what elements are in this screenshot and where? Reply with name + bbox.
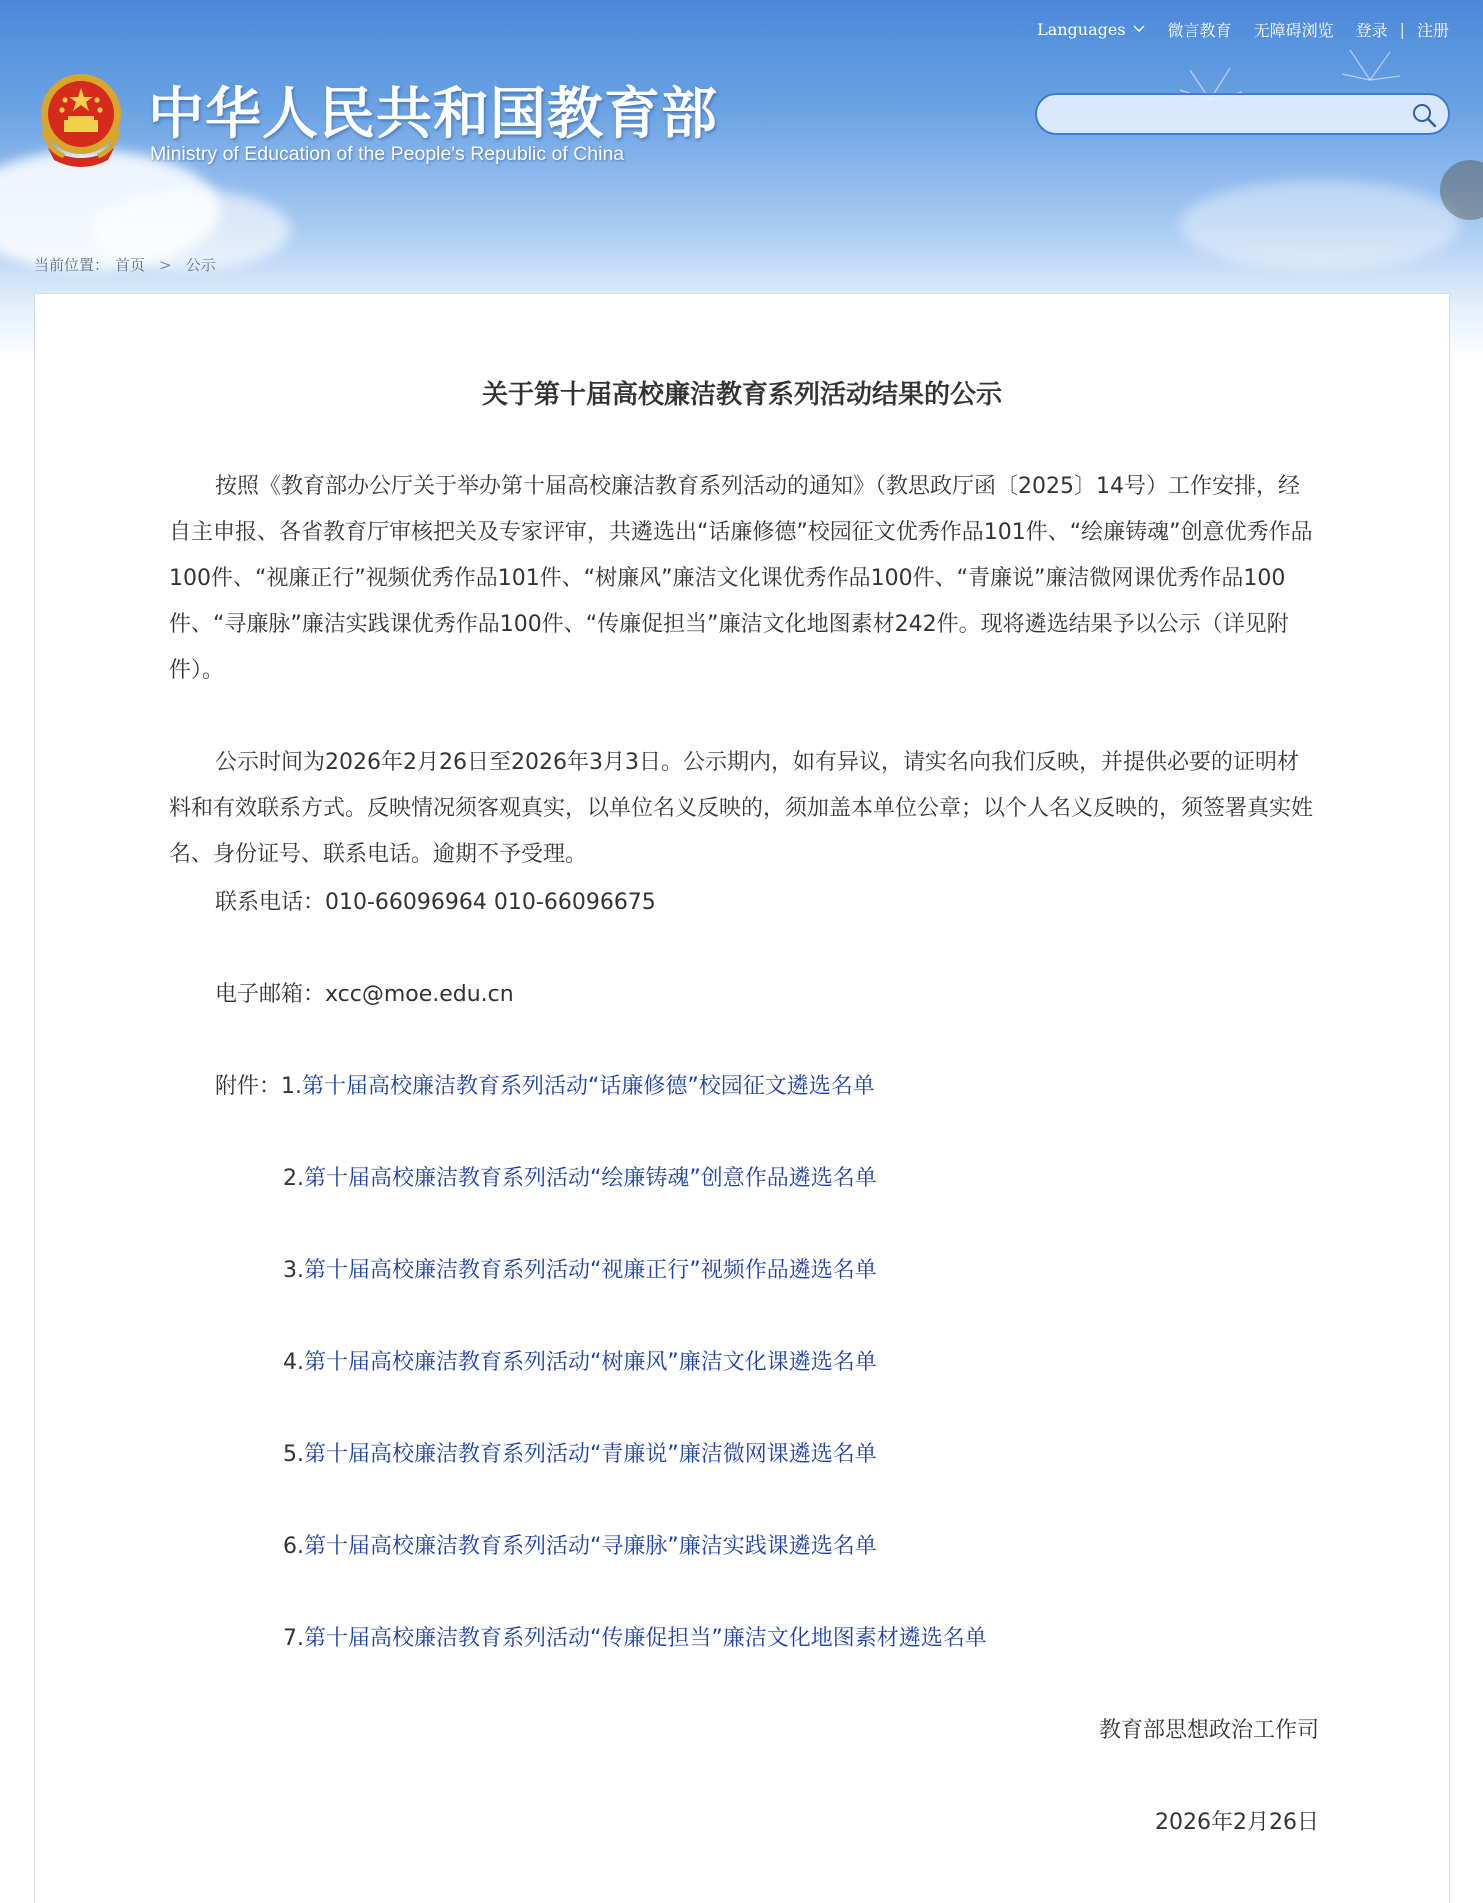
accessible-browse-link[interactable]: 无障碍浏览 [1253,20,1334,40]
breadcrumb-prefix: 当前位置： [34,256,110,274]
attachment-link[interactable]: 第十届高校廉洁教育系列活动“绘廉铸魂”创意作品遴选名单 [304,1166,877,1191]
languages-dropdown[interactable] [1037,20,1145,39]
login-link[interactable]: 登录 [1355,20,1388,40]
attachment-item [169,1248,877,1294]
attachment-link[interactable]: 第十届高校廉洁教育系列活动“青廉说”廉洁微网课遴选名单 [304,1442,877,1467]
ministry-logo-en: Ministry of Education of the People's Republic of China [150,143,625,165]
ministry-logo-cn[interactable]: 中华人民共和国教育部 [148,82,718,147]
attachment-number: 2. [283,1166,304,1191]
article-paragraph: 按照《教育部办公厅关于举办第十届高校廉洁教育系列活动的通知》（教思政厅函〔2025〕14号）工作安排，经自主申报、各省教育厅审核把关及专家评审，共遴选出“话廉修德”校园征文优秀作品101件、“绘廉铸魂”创意优秀作品100件、“视廉正行”视频优秀作品101件、“树廉风”廉洁文化课优秀作品100件、“青廉说”廉洁微网课优秀作品100件、“寻廉脉”廉洁实践课优秀作品100件、“传廉促担当”廉洁文化地图素材242件。现将遴选结果予以公示（详见附件）。 [169,474,1313,683]
attachment-item [169,1432,877,1478]
attachment-item [169,1340,877,1386]
attachment-item [169,1616,987,1662]
signature: 教育部思想政治工作司 [1098,1718,1319,1743]
attachment-number: 7. [283,1626,304,1651]
breadcrumb [34,254,216,275]
attachment-number: 1. [281,1074,303,1099]
attachment-item [169,1524,877,1570]
article-paragraph: 公示时间为2026年2月26日至2026年3月3日。公示期内，如有异议，请实名向我们反映，并提供必要的证明材料和有效联系方式。反映情况须客观真实，以单位名义反映的，须加盖本单位公章；以个人名义反映的，须签署真实姓名、身份证号、联系电话。逾期不予受理。 [169,750,1314,867]
register-link[interactable]: 注册 [1416,20,1449,40]
attachments-label: 附件： [215,1074,282,1099]
search-box [1035,93,1450,135]
attachment-number: 5. [283,1442,304,1467]
weiyan-link[interactable]: 微言教育 [1167,20,1232,40]
attachment-link[interactable]: 第十届高校廉洁教育系列活动“寻廉脉”廉洁实践课遴选名单 [304,1534,877,1559]
article-title: 关于第十届高校廉洁教育系列活动结果的公示 [481,380,1002,410]
languages-label: Languages [1037,19,1126,39]
search-input[interactable] [1055,95,1395,133]
breadcrumb-current: 公示 [185,256,216,274]
attachment-item [169,1064,875,1110]
search-icon[interactable] [1410,101,1438,129]
attachment-item [169,1156,877,1202]
attachment-link[interactable]: 第十届高校廉洁教育系列活动“话廉修德”校园征文遴选名单 [302,1074,875,1099]
nav-separator: | [1399,19,1405,39]
publish-date: 2026年2月26日 [1155,1810,1319,1835]
attachment-link[interactable]: 第十届高校廉洁教育系列活动“视廉正行”视频作品遴选名单 [304,1258,877,1283]
breadcrumb-home-link[interactable]: 首页 [115,256,146,274]
chevron-down-icon [1132,24,1146,34]
breadcrumb-separator: > [159,255,172,274]
contact-email: 电子邮箱：xcc@moe.edu.cn [215,982,514,1007]
national-emblem-icon[interactable] [34,70,128,170]
article-body [169,464,1319,1835]
attachment-number: 3. [283,1258,304,1283]
contact-phone: 联系电话：010-66096964 010-66096675 [215,890,656,915]
top-nav [1037,17,1449,41]
attachment-number: 4. [283,1350,304,1375]
article-panel [34,293,1450,1903]
attachment-number: 6. [283,1534,304,1559]
dandelion-decoration [1120,40,1483,240]
attachment-link[interactable]: 第十届高校廉洁教育系列活动“树廉风”廉洁文化课遴选名单 [304,1350,877,1375]
attachment-link[interactable]: 第十届高校廉洁教育系列活动“传廉促担当”廉洁文化地图素材遴选名单 [304,1626,987,1651]
